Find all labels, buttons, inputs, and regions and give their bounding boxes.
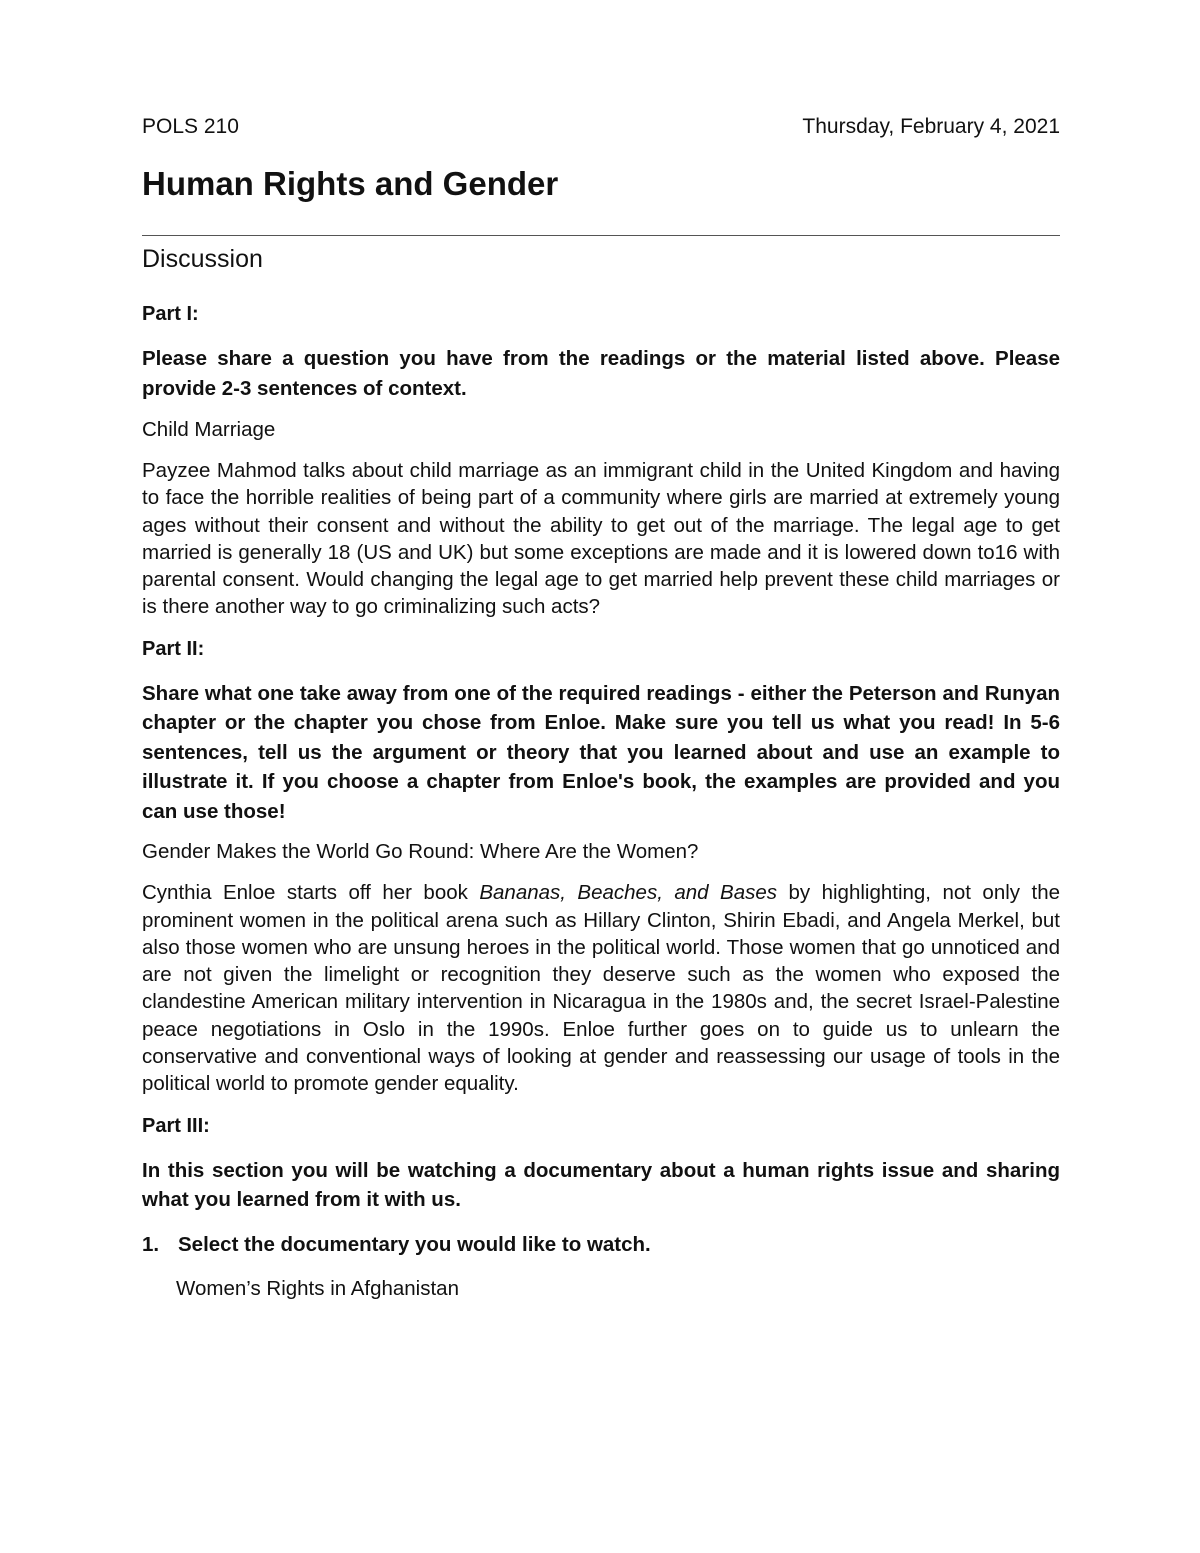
- part2-answer-body-rest: by highlighting, not only the prominent women in the political arena such as Hillary Clinton, Shirin Ebadi, and Angela Merkel, but also those women who are unsung heroes in the political world. Those women that go unnoticed and are not given the limelight or recognition they deserve such as the women who exposed the clandestine American military intervention in Nicaragua in the 1980s and, the secret Israel-Palestine peace negotiations in Oslo in the 1990s. Enloe further goes on to guide us to unlearn the conservative and conventional ways of looking at gender and reassessing our usage of tools in the political world to promote gender equality.: [142, 881, 1060, 1096]
- part1-label: Part I:: [142, 303, 199, 325]
- part1-answer-title: Child Marriage: [142, 418, 276, 441]
- part2-answer-body-start: Cynthia Enloe starts off her book: [142, 881, 480, 905]
- document-page: [142, 112, 1060, 1303]
- document-date: Thursday, February 4, 2021: [802, 115, 1060, 138]
- title-divider: [142, 235, 1060, 236]
- part1-prompt: Please share a question you have from the readings or the material listed above. Please provide 2-3 sentences of context.: [142, 347, 1060, 400]
- book-title: Bananas, Beaches, and Bases: [479, 881, 778, 905]
- part3-list-item: [142, 1231, 1060, 1259]
- part2-prompt: Share what one take away from one of the required readings - either the Peterson and Runyan chapter or the chapter you chose from Enloe. Make sure you tell us what you read! In 5-6 sentences, tell us the argument or theory that you learned about and use an example to illustrate it. If you choose a chapter from Enloe's book, the examples are provided and you can use those!: [142, 681, 1060, 823]
- list-item-answer: Women’s Rights in Afghanistan: [176, 1276, 459, 1300]
- course-code: POLS 210: [142, 115, 239, 138]
- part2-answer-body: [142, 879, 1060, 1097]
- part2-label: Part II:: [142, 637, 205, 660]
- document-title: Human Rights and Gender: [142, 165, 559, 202]
- part3-prompt: In this section you will be watching a documentary about a human rights issue and sharing what you learned from it with us.: [142, 1158, 1060, 1212]
- part1-answer-body: Payzee Mahmod talks about child marriage as an immigrant child in the United Kingdom and having to face the horrible realities of being part of a community where girls are married at extremely young ages without their consent and without the ability to get out of the marriage. The legal age to get married is generally 18 (US and UK) but some exceptions are made and it is lowered down to16 with parental consent. Would changing the legal age to get married help prevent these child marriages or is there another way to go criminalizing such acts?: [142, 459, 1060, 619]
- list-item-text: Select the documentary you would like to watch.: [178, 1232, 651, 1256]
- part3-label: Part III:: [142, 1114, 210, 1137]
- document-header: [142, 112, 1060, 142]
- part2-answer-title: Gender Makes the World Go Round: Where Are the Women?: [142, 840, 699, 864]
- section-heading: Discussion: [142, 245, 263, 273]
- list-item-number: 1.: [142, 1232, 160, 1256]
